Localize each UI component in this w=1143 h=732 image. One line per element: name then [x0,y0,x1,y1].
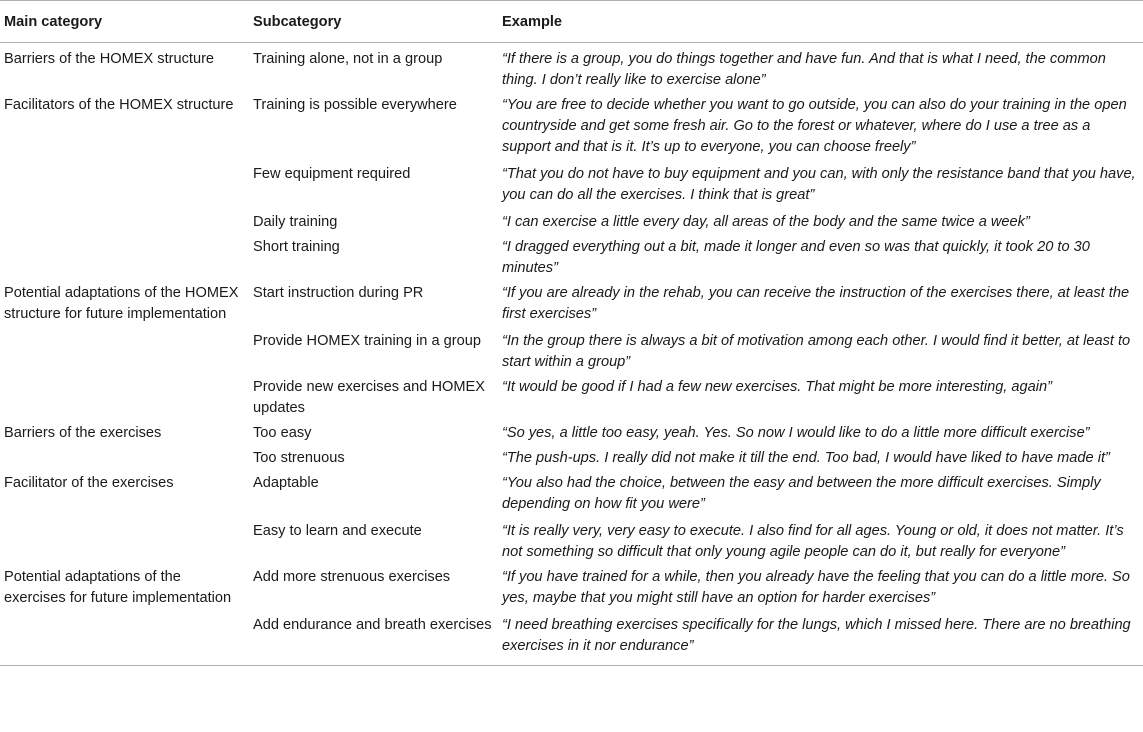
table-row [0,517,1143,565]
example-cell: “It would be good if I had a few new exercises. That might be more interesting, again” [502,379,1052,395]
main-category-cell: Barriers of the exercises [4,425,162,441]
example-cell: “So yes, a little too easy, yeah. Yes. So now I would like to do a little more difficult exercise” [502,425,1090,441]
main-category-cell [0,160,249,208]
table-row [0,327,1143,375]
subcategory-cell: Adaptable [253,475,319,491]
subcategory-cell: Few equipment required [253,166,411,182]
table-row [0,93,1143,160]
main-category-cell [0,446,249,471]
table-row [0,208,1143,235]
subcategory-cell: Too easy [253,425,312,441]
example-cell: “If you are already in the rehab, you can receive the instruction of the exercises there, at least the first exercises” [502,285,1130,322]
subcategory-cell: Too strenuous [253,450,345,466]
subcategory-cell: Add more strenuous exercises [253,569,451,585]
table-row [0,43,1143,94]
example-cell: “The push-ups. I really did not make it till the end. Too bad, I would have liked to have made it” [502,450,1110,466]
header-main-category: Main category [0,1,249,43]
example-cell: “You also had the choice, between the easy and between the more difficult exercises. Simply depending on how fit you were” [502,475,1101,512]
main-category-cell [0,611,249,666]
subcategory-cell: Provide new exercises and HOMEX updates [253,379,485,416]
table-body [0,43,1143,666]
table-header [0,1,1143,43]
subcategory-cell: Add endurance and breath exercises [249,611,498,666]
subcategory-cell: Start instruction during PR [253,285,424,301]
example-cell: “That you do not have to buy equipment and you can, with only the resistance band that you have, you can do all the exercises. I think that is great” [502,166,1136,203]
table-row [0,421,1143,446]
table-row [0,281,1143,327]
table-row [0,160,1143,208]
main-category-cell: Facilitators of the HOMEX structure [4,97,234,113]
subcategory-cell: Training alone, not in a group [253,51,443,67]
header-example: Example [498,1,1143,43]
main-category-cell: Barriers of the HOMEX structure [4,51,215,67]
subcategory-cell: Daily training [253,214,338,230]
main-category-cell: Potential adaptations of the HOMEX structure for future implementation [4,285,239,322]
main-category-cell [0,517,249,565]
header-row [0,1,1143,43]
table-row [0,565,1143,611]
example-cell: “I need breathing exercises specifically for the lungs, which I missed here. There are no breathing exercises in it nor endurance” [498,611,1143,666]
subcategory-cell: Easy to learn and execute [253,523,422,539]
subcategory-cell: Provide HOMEX training in a group [253,333,481,349]
main-category-cell [0,327,249,375]
subcategory-cell: Training is possible everywhere [253,97,457,113]
table-row [0,471,1143,517]
table-row [0,446,1143,471]
subcategory-cell: Short training [253,239,340,255]
example-cell: “I dragged everything out a bit, made it longer and even so was that quickly, it took 20 to 30 minutes” [502,239,1090,276]
main-category-cell: Potential adaptations of the exercises for future implementation [4,569,232,606]
main-category-cell [0,375,249,421]
main-category-cell [0,208,249,235]
main-category-cell: Facilitator of the exercises [4,475,174,491]
example-cell: “I can exercise a little every day, all areas of the body and the same twice a week” [502,214,1030,230]
table-row [0,611,1143,666]
example-cell: “You are free to decide whether you want to go outside, you can also do your training in the open countryside and get some fresh air. Go to the forest or whatever, where do I use a tree as a support and that is it. It’s up to everyone, you can choose freely” [502,97,1127,155]
example-cell: “It is really very, very easy to execute. I also find for all ages. Young or old, it does not matter. It’s not something so difficult that only young agile people can do it, but really for everyone” [502,523,1124,560]
example-cell: “If there is a group, you do things together and have fun. And that is what I need, the common thing. I don’t really like to exercise alone” [502,51,1106,88]
table-row [0,375,1143,421]
table-row [0,235,1143,281]
main-category-cell [0,235,249,281]
header-subcategory: Subcategory [249,1,498,43]
example-cell: “If you have trained for a while, then you already have the feeling that you can do a little more. So yes, maybe that you might still have an option for harder exercises” [502,569,1130,606]
example-cell: “In the group there is always a bit of motivation among each other. I would find it better, at least to start within a group” [502,333,1131,370]
